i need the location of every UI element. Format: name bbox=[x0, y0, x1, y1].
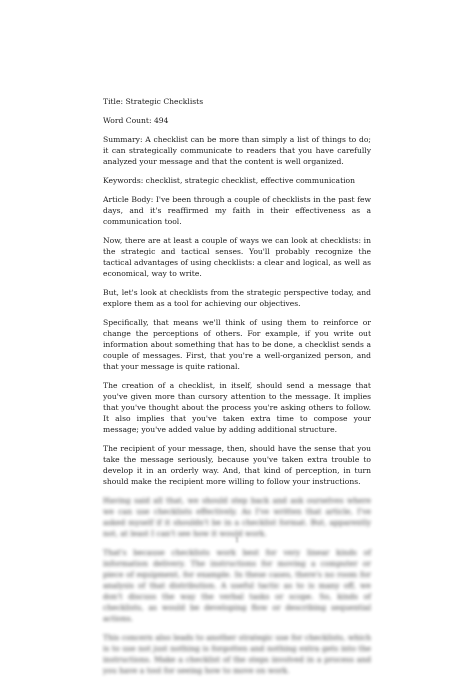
summary: Summary: A checklist can be more than simply a list of things to do; it can strategically communicate to readers that you have carefully analyzed your message and that the content is well organized. bbox=[103, 135, 371, 166]
blurred-paragraph: This concern also leads to another strategic use for checklists, which is to use not just nothing is forgotten and nothing extra gets into the instructions. Make a checklist of the steps involved in a process and you have a tool for seeing how to move on work. bbox=[103, 633, 371, 675]
body-paragraph: Article Body: I've been through a couple of checklists in the past few days, and it's reaffirmed my faith in their effectiveness as a communication tool. bbox=[103, 195, 371, 226]
word-count: Word Count: 494 bbox=[103, 116, 169, 125]
document-content bbox=[103, 96, 371, 684]
body-paragraph: But, let's look at checklists from the strategic perspective today, and explore them as a tool for achieving our objectives. bbox=[103, 288, 371, 308]
blurred-section bbox=[103, 495, 371, 676]
document-title: Title: Strategic Checklists bbox=[103, 97, 204, 106]
blurred-paragraph: Having said all that, we should step back and ask ourselves where we can use checklists effectively. As I've written that article, I've asked myself if it shouldn't be in a checklist format. But, apparently not, at least I can't see how it would work. bbox=[103, 496, 371, 538]
body-paragraph: The recipient of your message, then, should have the sense that you take the message seriously, because you've taken extra trouble to develop it in an orderly way. And, that kind of perception, in turn should make the recipient more willing to follow your instructions. bbox=[103, 444, 371, 486]
body-paragraph: Now, there are at least a couple of ways we can look at checklists: in the strategic and tactical senses. You'll probably recognize the tactical advantages of using checklists: a clear and logical, as well as economical, way to write. bbox=[103, 236, 371, 278]
body-paragraph: The creation of a checklist, in itself, should send a message that you've given more than cursory attention to the message. It implies that you've thought about the process you're asking others to follow. It also implies that you've taken extra time to compose your message; you've added value by adding additional structure. bbox=[103, 381, 371, 434]
page-number: 1 bbox=[235, 537, 239, 544]
keywords: Keywords: checklist, strategic checklist, effective communication bbox=[103, 176, 356, 185]
blurred-paragraph: That's because checklists work best for very linear kinds of information delivery. The instructions for moving a computer or piece of equipment, for example. In these cases, there's no room for analysis of that distribution. A useful tactic as to is many off, we don't discuss the way the verbal tasks or scope. So, kinds of checklists, as would be developing flow or describing sequential actions. bbox=[103, 548, 371, 623]
body-paragraph: Specifically, that means we'll think of using them to reinforce or change the perceptions of others. For example, if you write out information about something that has to be done, a checklist sends a couple of messages. First, that you're a well-organized person, and that your message is quite rational. bbox=[103, 318, 371, 371]
